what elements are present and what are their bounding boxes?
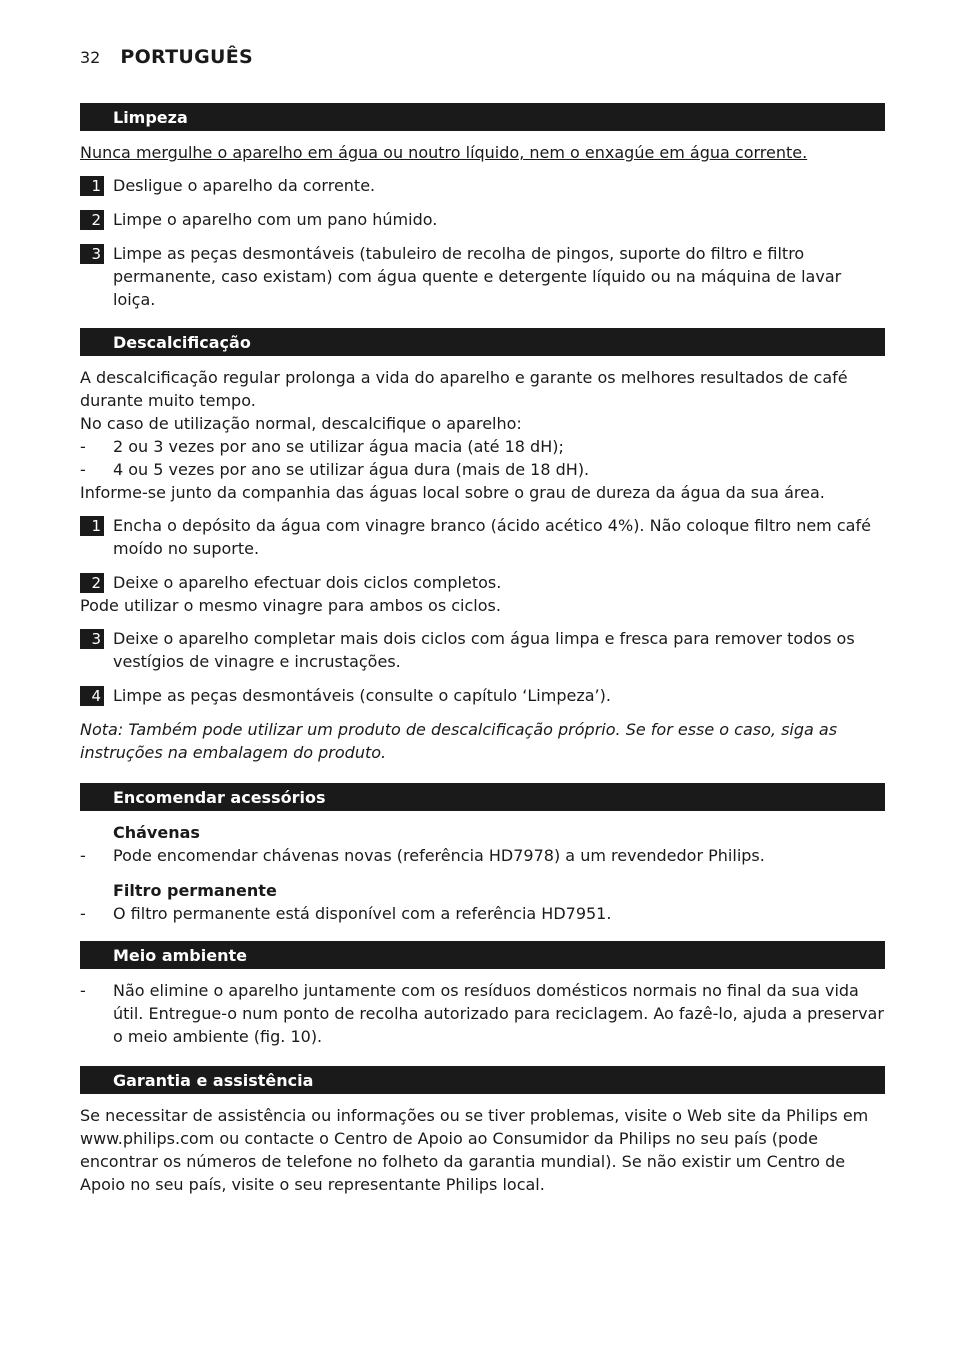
step-followup-text: Pode utilizar o mesmo vinagre para ambos os ciclos. [80,596,501,615]
step-text: Limpe o aparelho com um pano húmido. [113,210,438,229]
step-number: 1 [80,176,104,196]
section-header-garantia: Garantia e assistência [80,1066,885,1094]
subheading-filtro: Filtro permanente [113,881,277,900]
inform-paragraph: Informe-se junto da companhia das águas local sobre o grau de dureza da água da sua área. [80,483,825,502]
step-number: 3 [80,629,104,649]
step-item [80,174,885,197]
dash-bullet: - [80,981,86,1000]
list-item-text: Pode encomendar chávenas novas (referência HD7978) a um revendedor Philips. [113,846,765,865]
section-header-limpeza: Limpeza [80,103,885,131]
intro-paragraph: A descalcificação regular prolonga a vida do aparelho e garante os melhores resultados de café durante muito tempo. [80,368,848,410]
step-item [80,627,885,673]
warning-text: Nunca mergulhe o aparelho em água ou noutro líquido, nem o enxagúe em água corrente. [80,143,808,162]
step-item [80,242,885,311]
page-header [80,46,253,68]
note-text: Nota: Também pode utilizar um produto de descalcificação próprio. Se for esse o caso, siga as instruções na embalagem do produto. [80,720,838,762]
step-text: Desligue o aparelho da corrente. [113,176,376,195]
step-number: 4 [80,686,104,706]
list-item [80,844,885,867]
dash-bullet: - [80,437,86,456]
step-text: Limpe as peças desmontáveis (tabuleiro de recolha de pingos, suporte do filtro e filtro permanente, caso existam) com água quente e detergente líquido ou na máquina de lavar loiça. [113,244,842,309]
page-content [80,103,885,1196]
step-item [80,208,885,231]
page-number: 32 [80,48,101,67]
dash-bullet: - [80,904,86,923]
dash-bullet: - [80,460,86,479]
list-item [80,902,885,925]
normal-use-paragraph: No caso de utilização normal, descalcifique o aparelho: [80,414,522,433]
list-item [80,435,885,458]
list-item-text: 4 ou 5 vezes por ano se utilizar água dura (mais de 18 dH). [113,460,590,479]
step-number: 2 [80,210,104,230]
step-text: Limpe as peças desmontáveis (consulte o capítulo ‘Limpeza’). [113,686,611,705]
list-item-text: Não elimine o aparelho juntamente com os resíduos domésticos normais no final da sua vida útil. Entregue-o num ponto de recolha autorizado para reciclagem. Ao fazê-lo, ajuda a preservar o meio ambiente (fig. 10). [113,981,884,1046]
list-item-text: O filtro permanente está disponível com a referência HD7951. [113,904,612,923]
step-number: 2 [80,573,104,593]
step-text: Deixe o aparelho efectuar dois ciclos completos. [113,573,502,592]
list-item-text: 2 ou 3 vezes por ano se utilizar água macia (até 18 dH); [113,437,564,456]
page-language-title: PORTUGUÊS [120,46,253,68]
section-header-ambiente: Meio ambiente [80,941,885,969]
step-text: Encha o depósito da água com vinagre branco (ácido acético 4%). Não coloque filtro nem café moído no suporte. [113,516,871,558]
section-header-acessorios: Encomendar acessórios [80,783,885,811]
subheading-chavenas: Chávenas [113,823,200,842]
step-item [80,571,885,594]
step-item [80,684,885,707]
garantia-paragraph: Se necessitar de assistência ou informações ou se tiver problemas, visite o Web site da Philips em www.philips.com ou contacte o Centro de Apoio ao Consumidor da Philips no seu país (pode encontrar os números de telefone no folheto da garantia mundial). Se não existir um Centro de Apoio no seu país, visite o seu representante Philips local. [80,1106,869,1194]
list-item [80,458,885,481]
step-text: Deixe o aparelho completar mais dois ciclos com água limpa e fresca para remover todos os vestígios de vinagre e incrustações. [113,629,855,671]
section-header-descalcificacao: Descalcificação [80,328,885,356]
dash-bullet: - [80,846,86,865]
list-item [80,979,885,1048]
step-number: 1 [80,516,104,536]
step-item [80,514,885,560]
step-number: 3 [80,244,104,264]
